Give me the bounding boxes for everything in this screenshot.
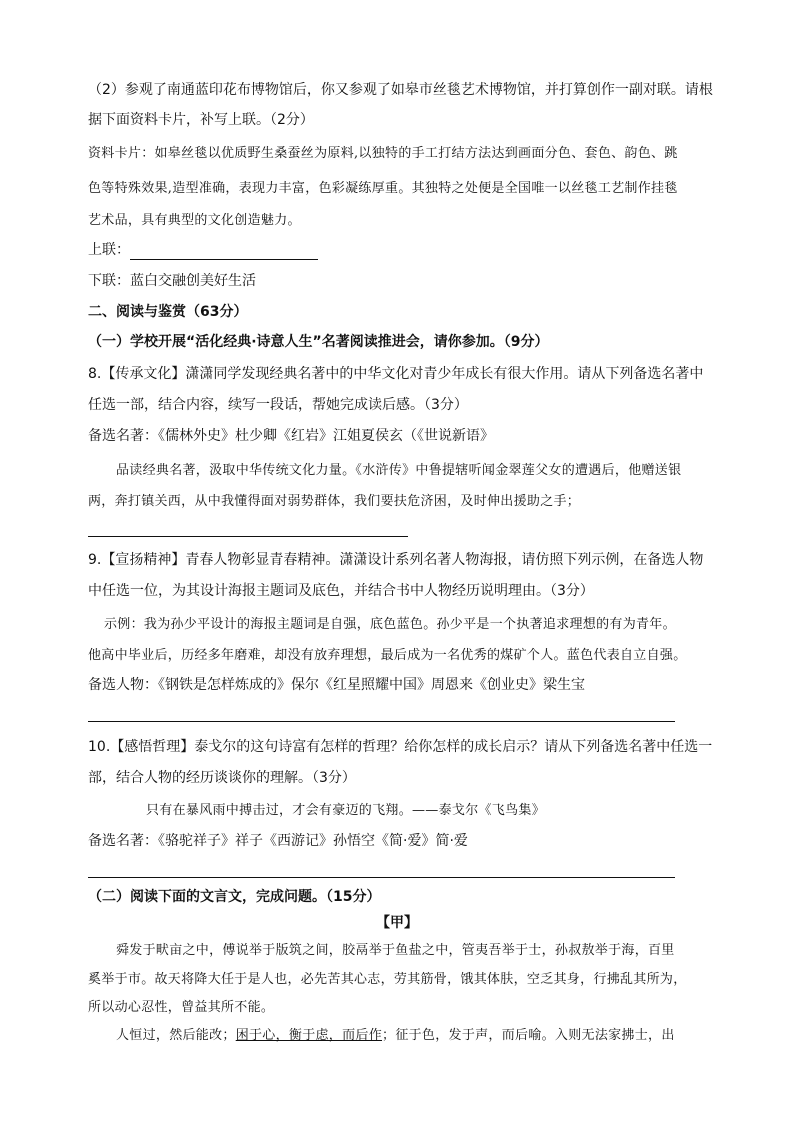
q8-sample-line1: 品读经典名著，汲取中华传统文化力量。《水浒传》中鲁提辖听闻金翠莲父女的遭遇后，他赠送银	[116, 463, 682, 478]
lower-couplet-line: 下联：蓝白交融创美好生活	[88, 273, 256, 289]
passage-p1-line3: 所以动心忍性，曾益其所不能。	[88, 1000, 275, 1015]
card-text-line3: 艺术品，具有典型的文化创造魅力。	[88, 213, 301, 228]
q8-options: 备选名著：《儒林外史》杜少卿《红岩》江姐夏侯玄（《世说新语》	[88, 428, 494, 444]
q9-example-line2: 他高中毕业后，历经多年磨难，却没有放弃理想，最后成为一名优秀的煤矿个人。蓝色代表自立自强。	[88, 648, 687, 663]
q10-quote: 只有在暴风雨中搏击过，才会有豪迈的飞翔。——泰戈尔《飞鸟集》	[146, 803, 546, 818]
q8-prompt-line1: 8.【传承文化】潇潇同学发现经典名著中的中华文化对青少年成长有很大作用。请从下列备选名著中	[88, 366, 704, 382]
q9-options: 备选人物：《钢铁是怎样炼成的》保尔《红星照耀中国》周恩来《创业史》梁生宝	[88, 677, 585, 693]
passage-p2-post: ；征于色，发于声，而后喻。入则无法家拂士，出	[382, 1028, 675, 1043]
card-text-line2: 色等特殊效果,造型准确，表现力丰富，色彩凝练厚重。其独特之处便是全国唯一以丝毯工艺制作挂毯	[88, 181, 678, 196]
q9-prompt-line2: 中任选一位，为其设计海报主题词及底色，并结合书中人物经历说明理由。（3分）	[88, 583, 594, 599]
q10-prompt-line1: 10.【感悟哲理】泰戈尔的这句诗富有怎样的哲理？给你怎样的成长启示？请从下列备选名著中任选一	[88, 739, 713, 755]
q9-example-line1: 示例：我为孙少平设计的海报主题词是自强，底色蓝色。孙少平是一个执著追求理想的有为青年。	[104, 617, 676, 632]
q7-2-prompt-line1: （2）参观了南通蓝印花布博物馆后，你又参观了如皋市丝毯艺术博物馆，并打算创作一副对联。请根	[88, 82, 713, 98]
q8-prompt-line2: 任选一部，结合内容，续写一段话，帮她完成读后感。（3分）	[88, 397, 468, 413]
classical-heading: （二）阅读下面的文言文，完成问题。（15分）	[88, 889, 381, 905]
card-text-line1: 资料卡片：如皋丝毯以优质野生桑蚕丝为原料,以独特的手工打结方法达到画面分色、套色、韵色、跳	[88, 146, 678, 161]
q8-sample-line2: 两，奔打镇关西，从中我懂得面对弱势群体，我们要扶危济困，及时伸出援助之手；	[88, 494, 581, 509]
q10-options: 备选名著：《骆驼祥子》祥子《西游记》孙悟空《简·爱》简·爱	[88, 833, 468, 849]
upper-couplet-row	[88, 240, 318, 260]
section-heading: 二、阅读与鉴赏（63分）	[88, 304, 248, 320]
passage-p2-pre: 人恒过，然后能改；	[116, 1028, 236, 1043]
upper-couplet-blank[interactable]	[130, 245, 318, 260]
passage-p2-line1	[116, 1026, 675, 1046]
q9-answer-line[interactable]	[88, 721, 675, 722]
q10-answer-line[interactable]	[88, 877, 675, 878]
subsection-heading: （一）学校开展“活化经典·诗意人生”名著阅读推进会，请你参加。（9分）	[88, 334, 549, 350]
q7-2-prompt-line2: 据下面资料卡片，补写上联。（2分）	[88, 112, 314, 128]
q8-answer-line[interactable]	[88, 536, 408, 537]
passage-jia-label: 【甲】	[376, 915, 418, 931]
q9-prompt-line1: 9.【宣扬精神】青春人物彰显青春精神。潇潇设计系列名著人物海报，请仿照下列示例，在备选人物	[88, 552, 704, 568]
upper-couplet-label: 上联：	[88, 242, 130, 258]
passage-p2-underlined: 困于心，衡于虑，而后作	[235, 1028, 383, 1043]
passage-p1-line2: 奚举于市。故天将降大任于是人也，必先苦其心志，劳其筋骨，饿其体肤，空乏其身，行拂乱其所为，	[88, 972, 687, 987]
q10-prompt-line2: 部，结合人物的经历谈谈你的理解。（3分）	[88, 770, 356, 786]
passage-p1-line1: 舜发于畎亩之中，傅说举于版筑之间，胶鬲举于鱼盐之中，管夷吾举于士，孙叔敖举于海，百里	[116, 943, 675, 958]
